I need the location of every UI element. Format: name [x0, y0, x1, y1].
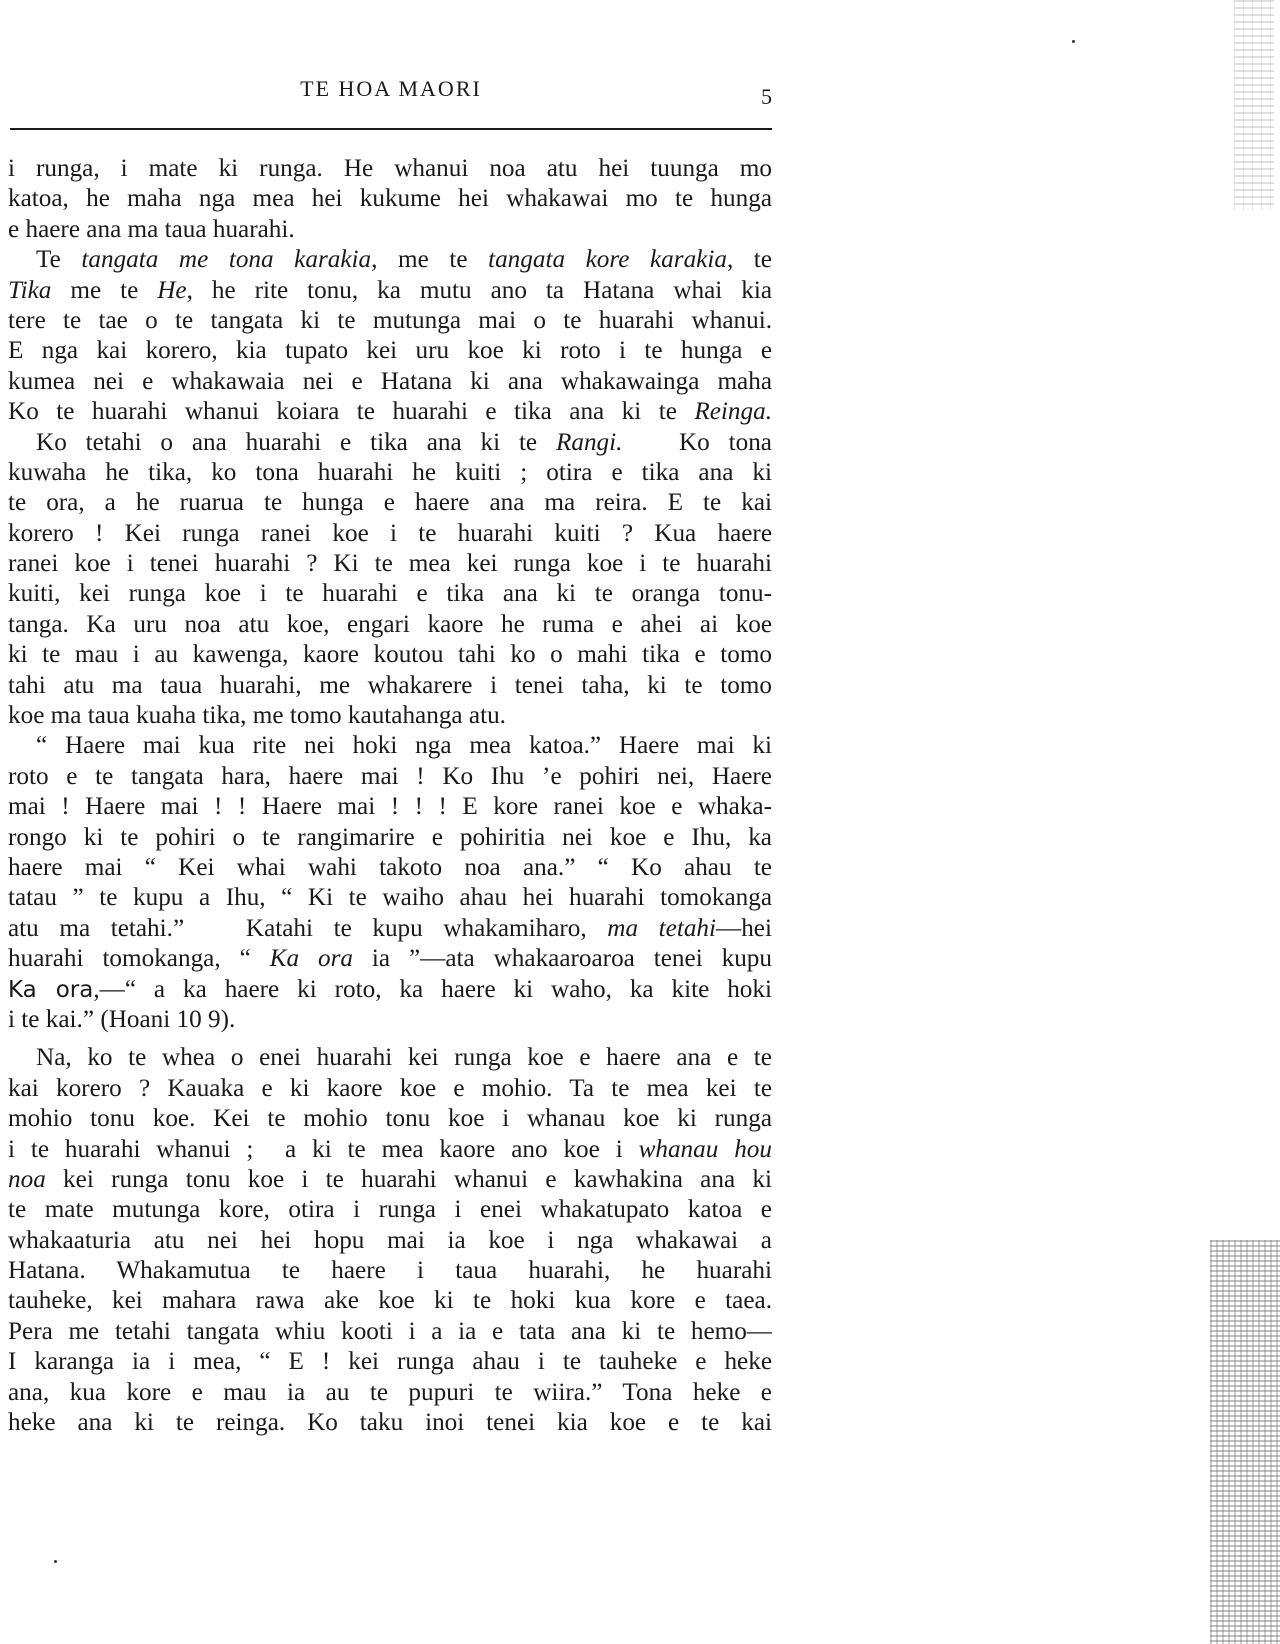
text-line: Ka ora,—“ a ka haere ki roto, ka haere ki waho, ka kite hoki	[8, 975, 772, 1003]
text-line: Te tangata me tona karakia, me te tangata kore karakia, te	[36, 246, 772, 274]
italic-run: Rangi.	[555, 428, 623, 456]
scan-speck	[54, 1560, 57, 1563]
text-run: Te	[36, 246, 82, 274]
text-line: tere te tae o te tangata ki te mutunga mai o te huarahi whanui.	[8, 306, 772, 334]
page-number: 5	[761, 84, 772, 109]
text-line: ranei koe i tenei huarahi ? Ki te mea kei runga koe i te huarahi	[8, 550, 772, 578]
italic-run: ma tetahi	[607, 914, 717, 942]
text-line: whakaaturia atu nei hei hopu mai ia koe i nga whakawai a	[8, 1226, 772, 1254]
text-line: katoa, he maha nga mea hei kukume hei whakawai mo te hunga	[8, 185, 772, 213]
text-line: mohio tonu koe. Kei te mohio tonu koe i whanau koe ki runga	[8, 1105, 772, 1133]
text-line: i te huarahi whanui ; a ki te mea kaore ano koe i whanau hou	[8, 1135, 772, 1163]
italic-run: Reinga.	[694, 398, 772, 426]
text-line: korero ! Kei runga ranei koe i te huarahi kuiti ? Kua haere	[8, 519, 772, 547]
italic-run: tangata me tona karakia	[81, 246, 372, 274]
italic-run: He	[157, 276, 187, 304]
text-line: I karanga ia i mea, “ E ! kei runga ahau i te tauheke e heke	[8, 1348, 772, 1376]
text-line: rongo ki te pohiri o te rangimarire e pohiritia nei koe e Ihu, ka	[8, 823, 772, 851]
text-line: Hatana. Whakamutua te haere i taua huarahi, he huarahi	[8, 1257, 772, 1285]
text-line: roto e te tangata hara, haere mai ! Ko Ihu ’e pohiri nei, Haere	[8, 762, 772, 790]
text-line: e haere ana ma taua huarahi.	[8, 215, 295, 243]
text-line: tanga. Ka uru noa atu koe, engari kaore he ruma e ahei ai koe	[8, 610, 772, 638]
italic-run: whanau hou	[638, 1135, 772, 1163]
text-line: te ora, a he ruarua te hunga e haere ana ma reira. E te kai	[8, 489, 772, 517]
text-line: ki te mau i au kawenga, kaore koutou tahi ko o mahi tika e tomo	[8, 641, 772, 669]
page-header	[10, 72, 772, 116]
text-line: kai korero ? Kauaka e ki kaore koe e mohio. Ta te mea kei te	[8, 1074, 772, 1102]
text-line: Ko tetahi o ana huarahi e tika ana ki te Rangi. Ko tona	[36, 428, 772, 456]
text-line: kuiti, kei runga koe i te huarahi e tika ana ki te oranga tonu-	[8, 580, 772, 608]
scan-edge-noise-bottom	[1210, 1240, 1280, 1644]
body-text	[8, 154, 772, 1438]
text-line: noa kei runga tonu koe i te huarahi whanui e kawhakina ana ki	[8, 1165, 772, 1193]
italic-run: Tika	[8, 276, 52, 304]
text-line: “ Haere mai kua rite nei hoki nga mea katoa.” Haere mai ki	[36, 732, 772, 760]
scan-speck	[1072, 40, 1075, 43]
header-rule	[10, 128, 772, 130]
text-line: i te kai.” (Hoani 10 9).	[8, 1005, 236, 1033]
italic-run: Ka ora	[269, 945, 353, 973]
text-line: atu ma tetahi.” Katahi te kupu whakamiharo, ma tetahi—hei	[8, 914, 772, 942]
text-line: heke ana ki te reinga. Ko taku inoi tenei kia koe e te kai	[8, 1409, 772, 1437]
text-line: Pera me tetahi tangata whiu kooti i a ia e tata ana ki te hemo—	[8, 1317, 772, 1345]
text-line: Ko te huarahi whanui koiara te huarahi e tika ana ki te Reinga.	[8, 398, 772, 426]
italic-run: tangata kore karakia	[488, 246, 727, 274]
italic-run: noa	[8, 1165, 46, 1193]
text-line: tahi atu ma taua huarahi, me whakarere i tenei taha, ki te tomo	[8, 671, 772, 699]
text-line: koe ma taua kuaha tika, me tomo kautahanga atu.	[8, 702, 506, 730]
text-line: i runga, i mate ki runga. He whanui noa atu hei tuunga mo	[8, 155, 772, 182]
text-line: E nga kai korero, kia tupato kei uru koe ki roto i te hunga e	[8, 337, 772, 365]
text-line: haere mai “ Kei whai wahi takoto noa ana.” “ Ko ahau te	[8, 853, 772, 881]
text-line: Na, ko te whea o enei huarahi kei runga koe e haere ana e te	[36, 1044, 772, 1072]
text-line: ana, kua kore e mau ia au te pupuri te wiira.” Tona heke e	[8, 1378, 772, 1406]
sans-run: Ka ora	[8, 976, 94, 1003]
text-line: tatau ” te kupu a Ihu, “ Ki te waiho ahau hei huarahi tomokanga	[8, 884, 772, 912]
text-line: kuwaha he tika, ko tona huarahi he kuiti ; otira e tika ana ki	[8, 458, 772, 486]
text-line: mai ! Haere mai ! ! Haere mai ! ! ! E kore ranei koe e whaka-	[8, 793, 772, 821]
text-line: Tika me te He, he rite tonu, ka mutu ano ta Hatana whai kia	[8, 276, 772, 304]
text-line: te mate mutunga kore, otira i runga i enei whakatupato katoa e	[8, 1196, 772, 1224]
text-line: kumea nei e whakawaia nei e Hatana ki ana whakawainga maha	[8, 367, 772, 395]
text-line: tauheke, kei mahara rawa ake koe ki te hoki kua kore e taea.	[8, 1287, 772, 1315]
running-title: TE HOA MAORI	[300, 76, 482, 101]
scan-edge-noise-top	[1234, 0, 1274, 210]
text-line: huarahi tomokanga, “ Ka ora ia ”—ata whakaaroaroa tenei kupu	[8, 945, 772, 973]
